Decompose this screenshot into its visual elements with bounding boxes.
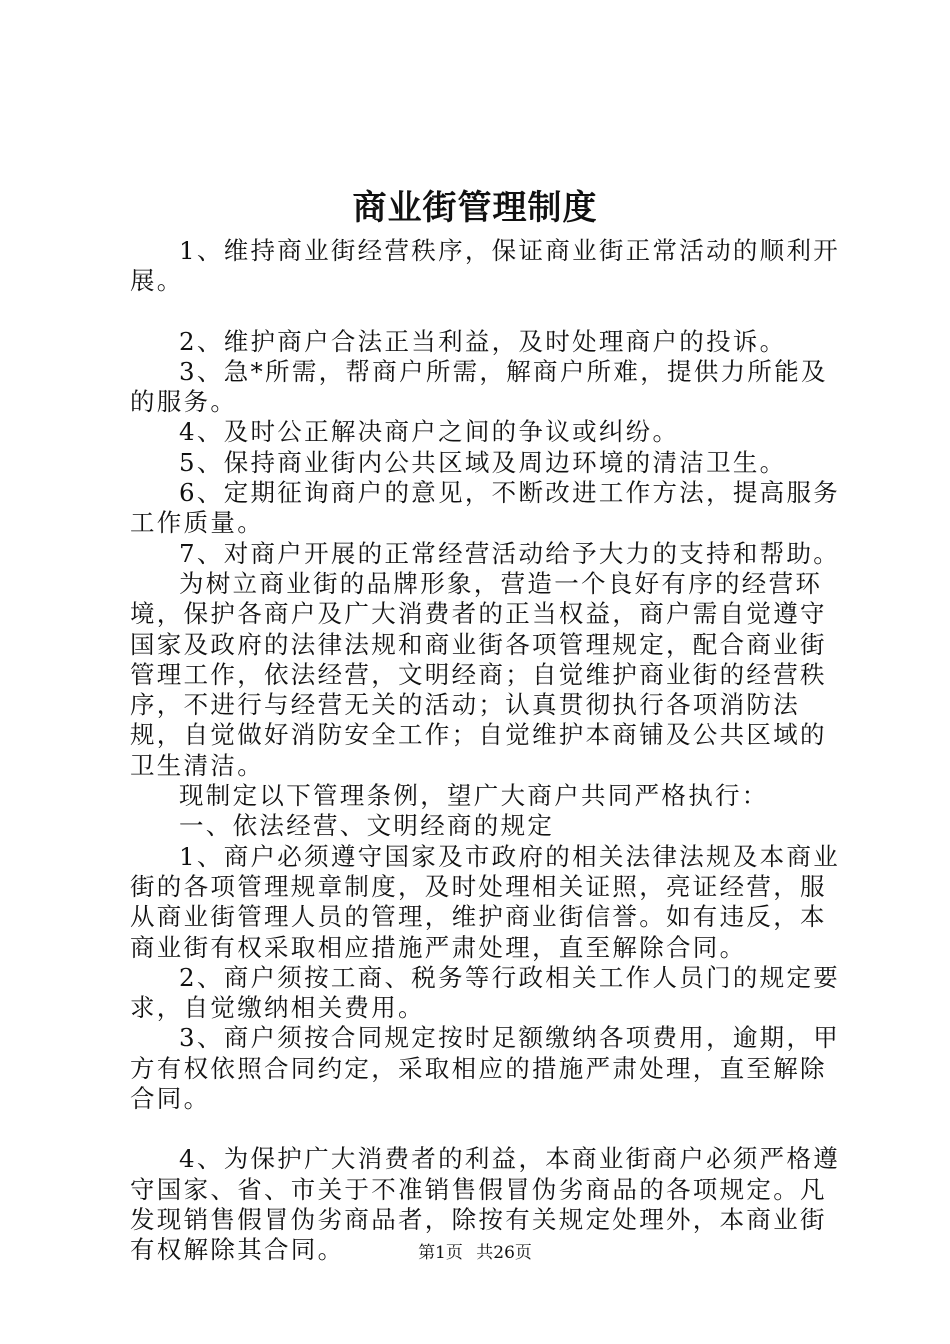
page-footer [0, 1242, 950, 1264]
paragraph-4: 4、及时公正解决商户之间的争议或纠纷。 [179, 417, 680, 447]
section-heading-1: 一、依法经营、文明经商的规定 [179, 811, 555, 841]
rule-1: 1、商户必须遵守国家及市政府的相关法律法规及本商业街的各项管理规章制度，及时处理相关证照，亮证经营，服从商业街管理人员的管理，维护商业街信誉。如有违反，本商业街有权采取相应措施严肃处理，直至解除合同。 [130, 841, 841, 962]
paragraph-3: 3、急*所需，帮商户所需，解商户所难，提供力所能及的服务。 [130, 356, 828, 417]
page-number-current: 第1页 [418, 1243, 463, 1263]
document-title: 商业街管理制度 [352, 188, 598, 228]
paragraph-intro: 现制定以下管理条例，望广大商户共同严格执行： [179, 781, 769, 811]
paragraph-7: 7、对商户开展的正常经营活动给予大力的支持和帮助。 [179, 538, 841, 568]
paragraph-gap [130, 297, 850, 327]
paragraph-6: 6、定期征询商户的意见，不断改进工作方法，提高服务工作质量。 [130, 478, 841, 538]
paragraph-gap [130, 1114, 850, 1144]
page-number-total: 共26页 [476, 1243, 532, 1263]
document-body [130, 236, 850, 1266]
rule-4: 4、为保护广大消费者的利益，本商业街商户必须严格遵守国家、省、市关于不准销售假冒伪劣商品的各项规定。凡发现销售假冒伪劣商品者，除按有关规定处理外，本商业街有权解除其合同。 [130, 1144, 841, 1265]
paragraph-preamble: 为树立商业街的品牌形象，营造一个良好有序的经营环境，保护各商户及广大消费者的正当权益，商户需自觉遵守国家及政府的法律法规和商业街各项管理规定，配合商业街管理工作，依法经营，文明经商；自觉维护商业街的经营秩序，不进行与经营无关的活动；认真贯彻执行各项消防法规，自觉做好消防安全工作；自觉维护本商铺及公共区域的卫生清洁。 [130, 568, 827, 780]
rule-2: 2、商户须按工商、税务等行政相关工作人员门的规定要求，自觉缴纳相关费用。 [130, 962, 841, 1023]
rule-3: 3、商户须按合同规定按时足额缴纳各项费用，逾期，甲方有权依照合同约定，采取相应的措施严肃处理，直至解除合同。 [130, 1023, 841, 1114]
paragraph-5: 5、保持商业街内公共区域及周边环境的清洁卫生。 [179, 447, 787, 477]
paragraph-1: 1、维持商业街经营秩序，保证商业街正常活动的顺利开展。 [130, 236, 841, 296]
paragraph-2: 2、维护商户合法正当利益，及时处理商户的投诉。 [179, 326, 787, 356]
